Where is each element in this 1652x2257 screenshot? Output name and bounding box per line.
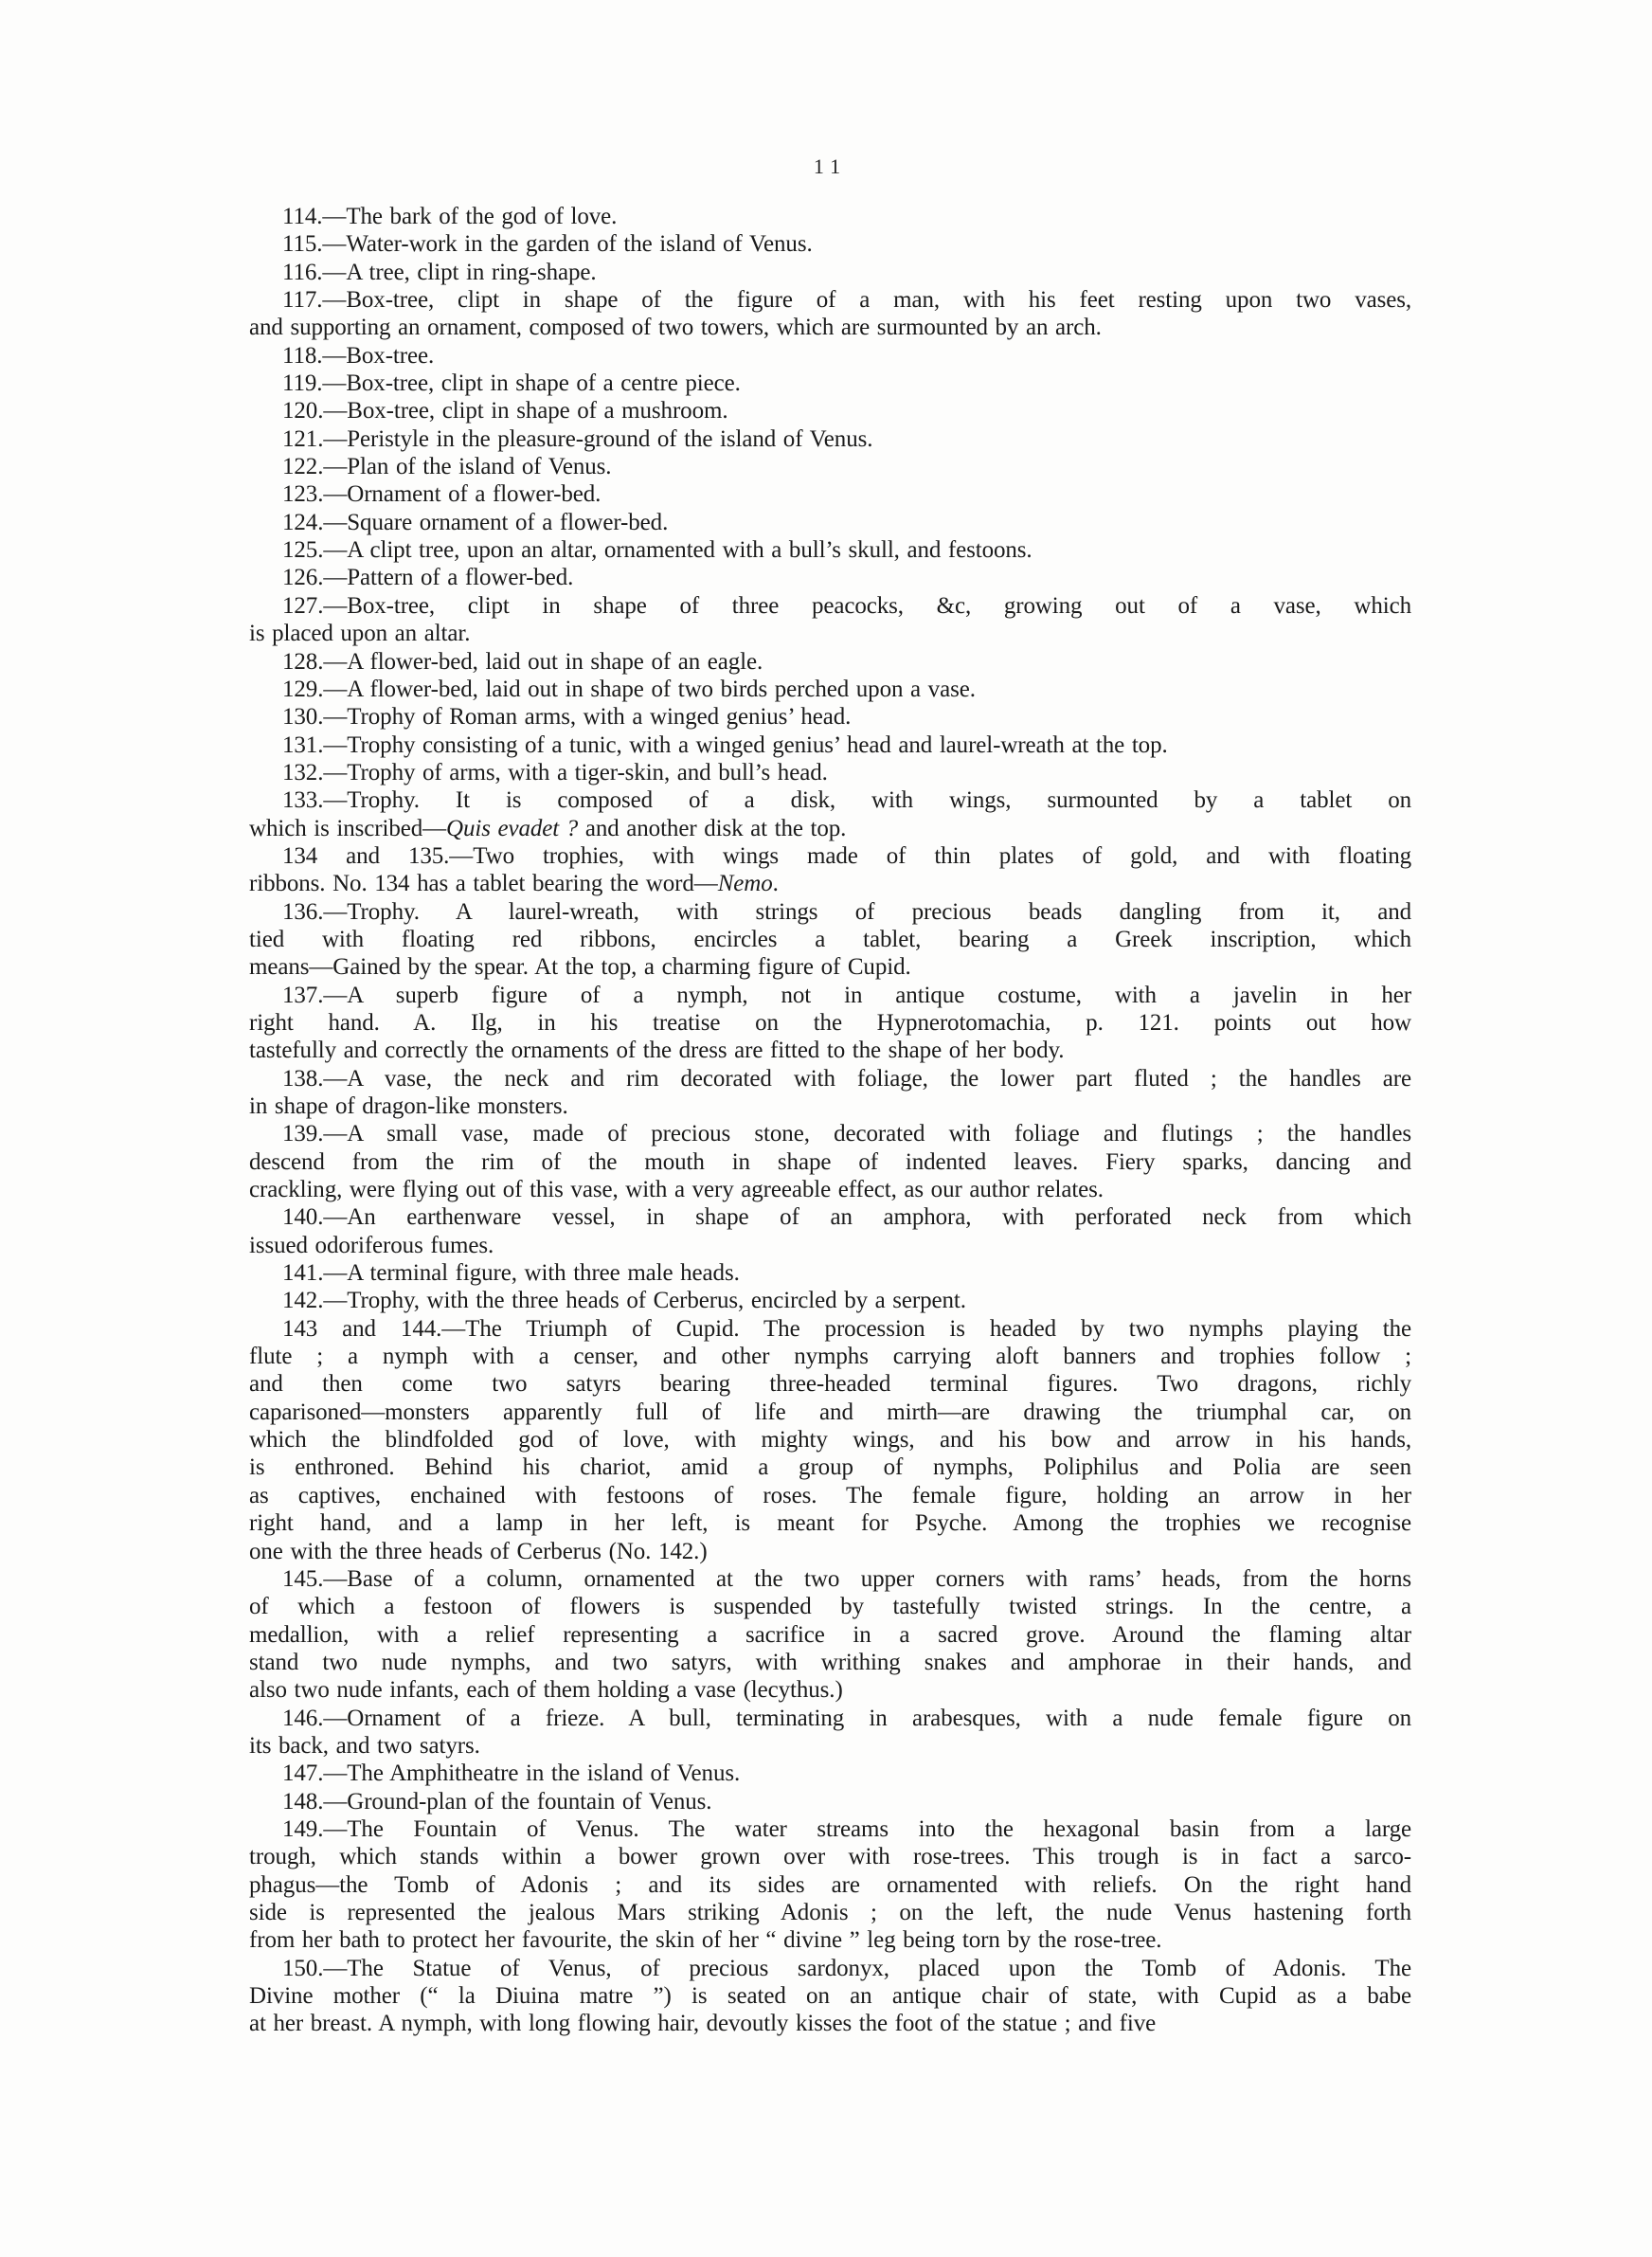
paragraph (249, 898, 1411, 982)
text-line: means—Gained by the spear. At the top, a charming figure of Cupid. (249, 954, 911, 981)
paragraph (249, 1120, 1411, 1203)
paragraph (249, 1287, 1411, 1314)
text-line: one with the three heads of Cerberus (No. 142.) (249, 1538, 708, 1564)
text-line: 134 and 135.—Two trophies, with wings made of thin plates of gold, and with floating (282, 842, 1411, 869)
text-line: and then come two satyrs bearing three-headed terminal figures. Two dragons, richly (249, 1371, 1411, 1398)
text-line: right hand, and a lamp in her left, is meant for Psyche. Among the trophies we recognise (249, 1510, 1411, 1537)
text-line: 149.—The Fountain of Venus. The water streams into the hexagonal basin from a large (282, 1815, 1411, 1842)
text-line: Divine mother (“ la Diuina matre ”) is seated on an antique chair of state, with Cupid as a babe (249, 1983, 1411, 2009)
text-line: 141.—A terminal figure, with three male heads. (282, 1260, 740, 1287)
text-line: tied with floating red ribbons, encircles a tablet, bearing a Greek inscription, which (249, 926, 1411, 952)
text-line: its back, and two satyrs. (249, 1732, 480, 1759)
paragraph (249, 759, 1411, 786)
text-line: 137.—A superb figure of a nymph, not in antique costume, with a javelin in her (282, 982, 1411, 1008)
text-line: also two nude infants, each of them holding a vase (lecythus.) (249, 1677, 843, 1704)
text-line: 142.—Trophy, with the three heads of Cerberus, encircled by a serpent. (282, 1288, 966, 1314)
text-line: phagus—the Tomb of Adonis ; and its sides are ornamented with reliefs. On the right hand (249, 1871, 1411, 1898)
text-line: 126.—Pattern of a flower-bed. (282, 565, 574, 591)
text-line: 127.—Box-tree, clipt in shape of three peacocks, &c, growing out of a vase, which (282, 592, 1411, 619)
text-line: 138.—A vase, the neck and rim decorated with foliage, the lower part fluted ; the handles are (282, 1065, 1411, 1092)
text-line: crackling, were flying out of this vase, with a very agreeable effect, as our author relates. (249, 1177, 1104, 1203)
text-line: tastefully and correctly the ornaments of the dress are fitted to the shape of her body. (249, 1038, 1065, 1064)
text-line: side is represented the jealous Mars striking Adonis ; on the left, the nude Venus hastening forth (249, 1899, 1411, 1925)
paragraph (249, 1788, 1411, 1815)
paragraph (249, 342, 1411, 370)
text-line: 128.—A flower-bed, laid out in shape of an eagle. (282, 648, 763, 675)
text-line: as captives, enchained with festoons of roses. The female figure, holding an arrow in her (249, 1482, 1411, 1508)
text-line: which the blindfolded god of love, with mighty wings, and his bow and arrow in his hands, (249, 1427, 1411, 1454)
paragraph (249, 453, 1411, 480)
text-line: caparisoned—monsters apparently full of life and mirth—are drawing the triumphal car, on (249, 1399, 1411, 1425)
paragraph (249, 982, 1411, 1065)
text-line: in shape of dragon-like monsters. (249, 1093, 568, 1119)
text-line: 139.—A small vase, made of precious stone, decorated with foliage and flutings ; the handles (282, 1121, 1411, 1147)
text-line: 114.—The bark of the god of love. (282, 204, 618, 229)
paragraph (249, 259, 1411, 286)
text-line: stand two nude nymphs, and two satyrs, with writhing snakes and amphorae in their hands, and (249, 1649, 1411, 1675)
paragraph (249, 1760, 1411, 1787)
paragraph (249, 703, 1411, 731)
paragraph (249, 203, 1411, 230)
text-line: 116.—A tree, clipt in ring-shape. (282, 259, 597, 285)
paragraph (249, 536, 1411, 564)
text-line: issued odoriferous fumes. (249, 1232, 494, 1258)
text-line: descend from the rim of the mouth in shape of indented leaves. Fiery sparks, dancing and (249, 1148, 1411, 1175)
text-line: 123.—Ornament of a flower-bed. (282, 481, 602, 508)
paragraph (249, 509, 1411, 536)
page-number: 11 (813, 154, 848, 178)
text-line: right hand. A. Ilg, in his treatise on the Hypnerotomachia, p. 121. points out how (249, 1009, 1411, 1036)
text-line: 143 and 144.—The Triumph of Cupid. The procession is headed by two nymphs playing the (282, 1315, 1411, 1342)
text-line: 148.—Ground-plan of the fountain of Venus. (282, 1788, 712, 1815)
paragraph (249, 286, 1411, 342)
text-line: 124.—Square ornament of a flower-bed. (282, 509, 669, 535)
text-line: 115.—Water-work in the garden of the island of Venus. (282, 231, 813, 258)
text-line: medallion, with a relief representing a sacrifice in a sacred grove. Around the flaming altar (249, 1621, 1411, 1648)
text-line: 145.—Base of a column, ornamented at the two upper corners with rams’ heads, from the horns (282, 1565, 1411, 1592)
paragraph (249, 842, 1411, 898)
paragraph (249, 1955, 1411, 2038)
text-line: from her bath to protect her favourite, the skin of her “ divine ” leg being torn by the rose-tree. (249, 1927, 1162, 1954)
paragraph (249, 370, 1411, 397)
text-line: 121.—Peristyle in the pleasure-ground of the island of Venus. (282, 425, 873, 452)
text-line: and supporting an ornament, composed of two towers, which are surmounted by an arch. (249, 315, 1102, 341)
text-line: 133.—Trophy. It is composed of a disk, with wings, surmounted by a tablet on (282, 787, 1411, 814)
paragraph (249, 1815, 1411, 1955)
paragraph (249, 1565, 1411, 1705)
text-line: 136.—Trophy. A laurel-wreath, with strings of precious beads dangling from it, and (282, 898, 1411, 925)
text-line: 147.—The Amphitheatre in the island of Venus. (282, 1760, 741, 1787)
paragraph (249, 480, 1411, 508)
text-line: which is inscribed—Quis evadet ? and another disk at the top. (249, 815, 847, 841)
paragraph (249, 1315, 1411, 1565)
text-line: 140.—An earthenware vessel, in shape of an amphora, with perforated neck from which (282, 1204, 1411, 1231)
paragraph (249, 425, 1411, 453)
text-line: ribbons. No. 134 has a tablet bearing the word—Nemo. (249, 871, 779, 897)
text-line: 120.—Box-tree, clipt in shape of a mushroom. (282, 398, 728, 424)
text-line: is placed upon an altar. (249, 621, 471, 647)
text-line: 150.—The Statue of Venus, of precious sardonyx, placed upon the Tomb of Adonis. The (282, 1955, 1411, 1981)
text-line: 130.—Trophy of Roman arms, with a winged genius’ head. (282, 704, 852, 731)
text-line: 117.—Box-tree, clipt in shape of the figure of a man, with his feet resting upon two vases, (282, 287, 1411, 314)
text-line: 125.—A clipt tree, upon an altar, ornamented with a bull’s skull, and festoons. (282, 537, 1032, 564)
text-line: at her breast. A nymph, with long flowing hair, devoutly kisses the foot of the statue ; and five (249, 2011, 1157, 2037)
paragraph (249, 230, 1411, 258)
text-line: 132.—Trophy of arms, with a tiger-skin, and bull’s head. (282, 759, 828, 785)
paragraph (249, 786, 1411, 842)
text-line: 118.—Box-tree. (282, 342, 435, 369)
paragraph (249, 564, 1411, 591)
text-line: flute ; a nymph with a censer, and other nymphs carrying aloft banners and trophies follow ; (249, 1344, 1411, 1370)
paragraph (249, 1705, 1411, 1760)
paragraph (249, 648, 1411, 676)
paragraph (249, 1203, 1411, 1259)
text-line: 131.—Trophy consisting of a tunic, with a winged genius’ head and laurel-wreath at the top. (282, 731, 1168, 758)
paragraph (249, 676, 1411, 703)
text-line: of which a festoon of flowers is suspended by tastefully twisted strings. In the centre, a (249, 1594, 1411, 1620)
text-line: 129.—A flower-bed, laid out in shape of two birds perched upon a vase. (282, 676, 976, 702)
text-line: 119.—Box-tree, clipt in shape of a centre piece. (282, 370, 741, 397)
paragraph (249, 592, 1411, 648)
paragraph (249, 1259, 1411, 1287)
text-line: trough, which stands within a bower grown over with rose-trees. This trough is in fact a sarco- (249, 1844, 1411, 1870)
paragraph (249, 397, 1411, 424)
text-line: 146.—Ornament of a frieze. A bull, terminating in arabesques, with a nude female figure on (282, 1705, 1411, 1731)
text-body (249, 203, 1411, 2038)
paragraph (249, 1065, 1411, 1121)
text-line: 122.—Plan of the island of Venus. (282, 454, 612, 480)
text-line: is enthroned. Behind his chariot, amid a group of nymphs, Poliphilus and Polia are seen (249, 1454, 1411, 1481)
paragraph (249, 731, 1411, 759)
